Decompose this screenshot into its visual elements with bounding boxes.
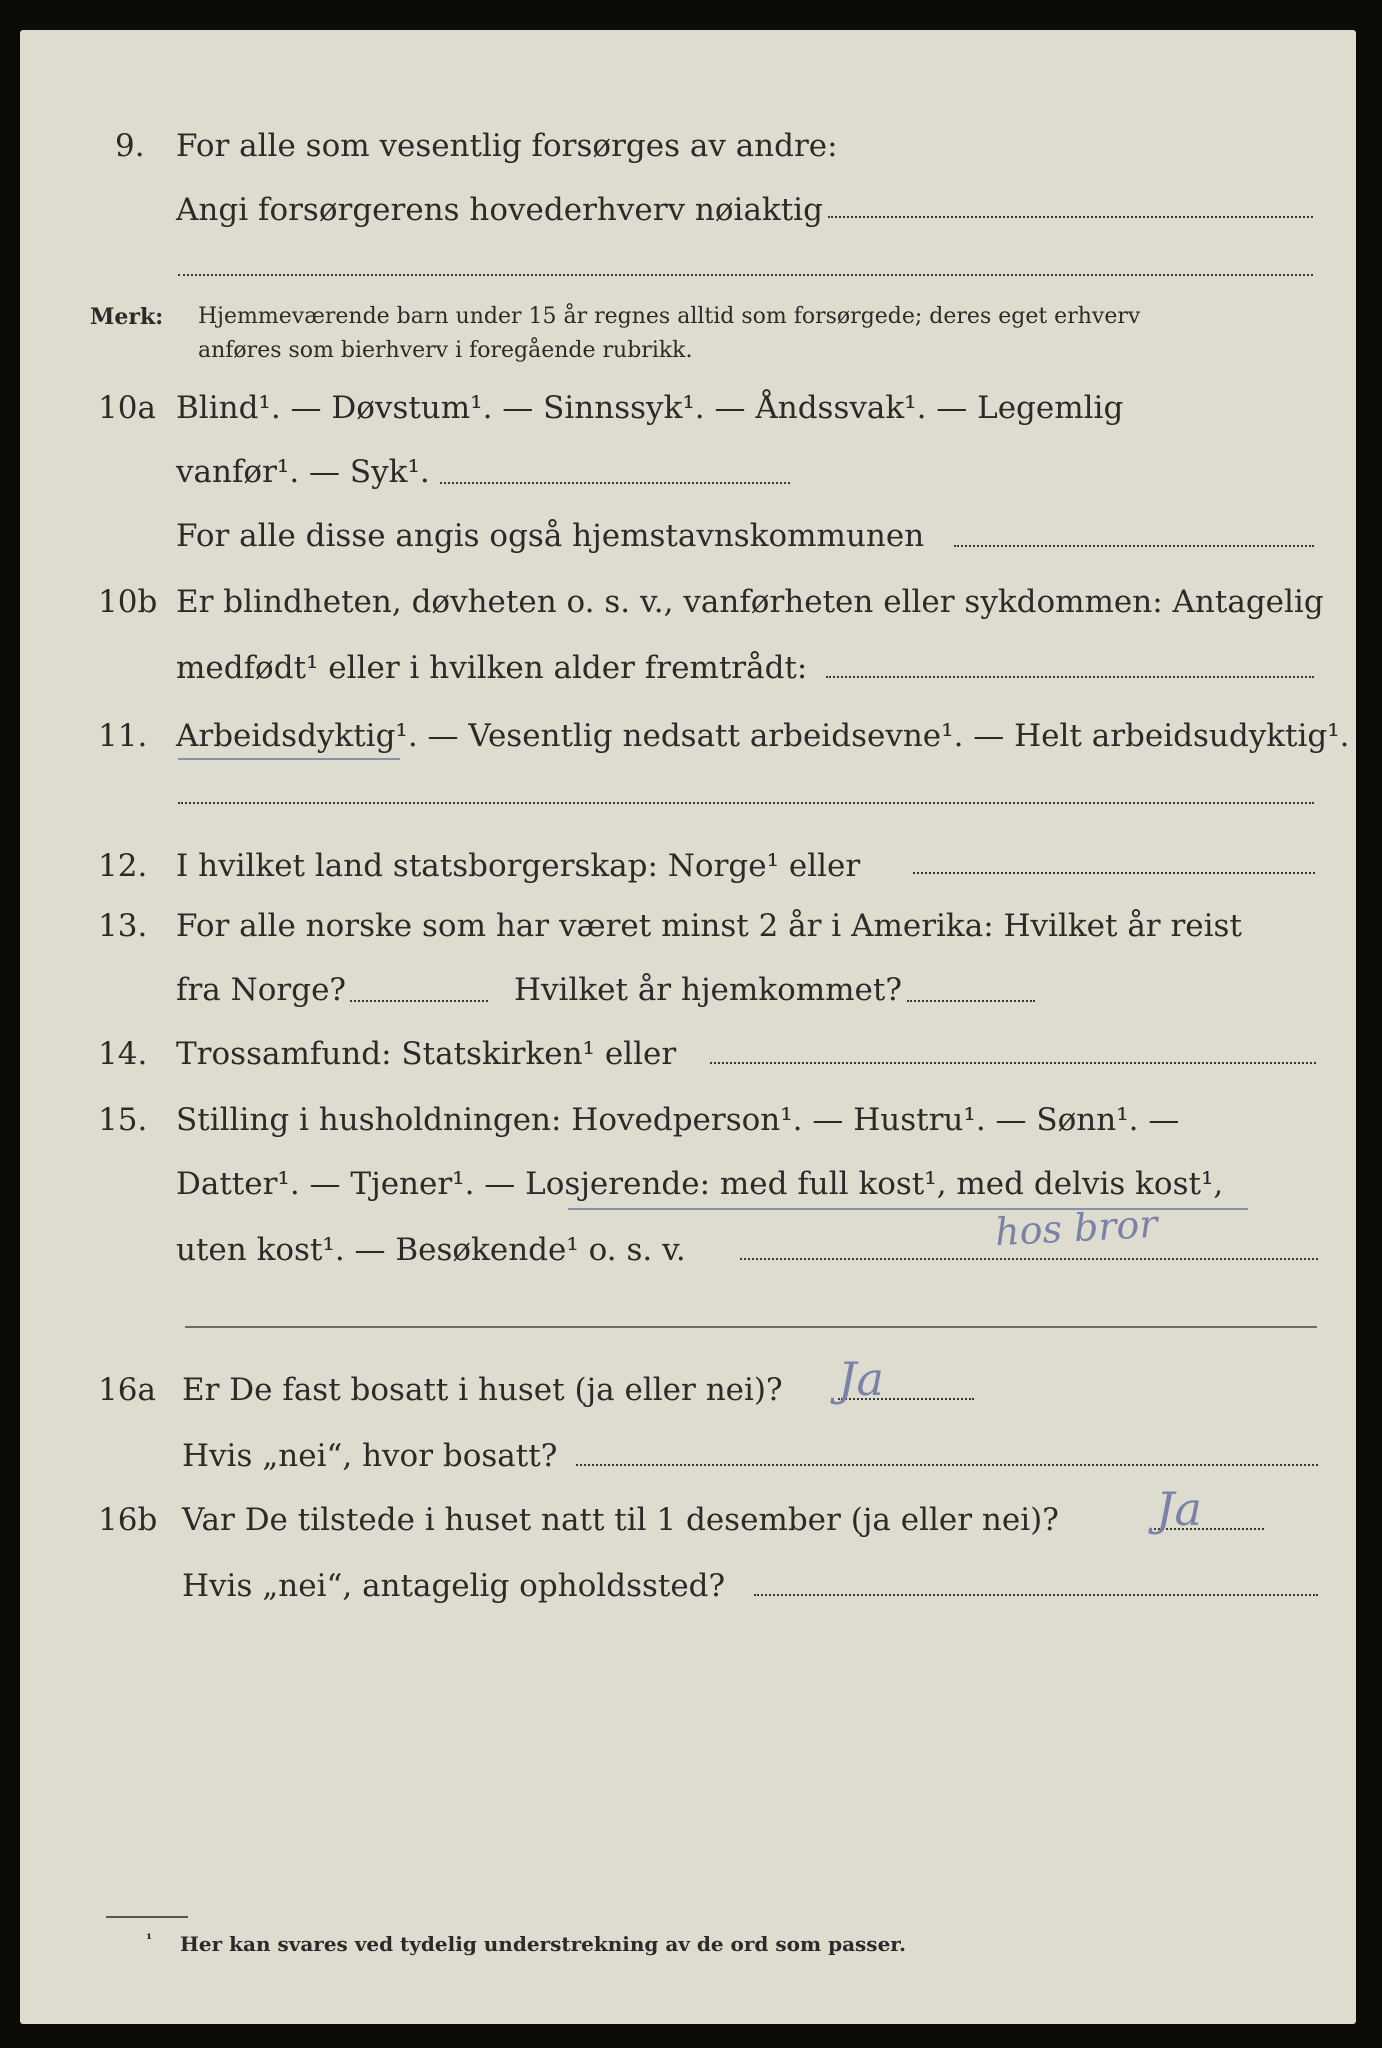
q15-line3: uten kost¹. — Besøkende¹ o. s. v. [176,1232,686,1268]
q13-number: 13. [98,908,148,944]
q10a-line2: vanfør¹. — Syk¹. [176,454,430,490]
footnote-mark: ¹ [146,1932,153,1948]
q16a-handwritten-answer: Ja [838,1352,884,1406]
q9-line2: Angi forsørgerens hovederhverv nøiaktig [176,192,823,228]
q12-number: 12. [98,848,148,884]
q9-answer-line-2[interactable] [178,274,1313,276]
q11-line1: Arbeidsdyktig¹. — Vesentlig nedsatt arbeidsevne¹. — Helt arbeidsudyktig¹. [176,718,1350,754]
q11-answer-line[interactable] [178,802,1314,804]
q16a-residence-answer-line[interactable] [576,1464,1318,1466]
q11-underline-mark [178,758,400,760]
q16b-handwritten-answer: Ja [1156,1482,1202,1536]
q10b-answer-line[interactable] [826,676,1314,678]
q13-line2b: Hvilket år hjemkommet? [514,972,902,1008]
q14-line1: Trossamfund: Statskirken¹ eller [176,1036,677,1072]
q15-answer-line[interactable] [740,1258,1318,1260]
q15-number: 15. [98,1102,148,1138]
q14-number: 14. [98,1036,148,1072]
q10b-line1: Er blindheten, døvheten o. s. v., vanførheten eller sykdommen: Antagelig [176,584,1324,620]
q14-answer-line[interactable] [710,1062,1316,1064]
q16b-location-answer-line[interactable] [754,1594,1318,1596]
q16b-number: 16b [98,1502,158,1538]
merk-line2: anføres som bierhverv i foregående rubrikk. [198,338,693,363]
merk-label: Merk: [90,304,164,330]
footnote-rule [106,1916,188,1918]
q10a-line1: Blind¹. — Døvstum¹. — Sinnssyk¹. — Åndssvak¹. — Legemlig [176,390,1124,426]
q10a-sick-answer-line[interactable] [440,482,790,484]
q16a-line1: Er De fast bosatt i huset (ja eller nei)? [182,1372,783,1408]
q13-line2a: fra Norge? [176,972,347,1008]
q11-number: 11. [98,718,148,754]
q15-handwritten-answer: hos bror [993,1201,1159,1255]
q15-answer-line-2[interactable] [185,1326,1317,1328]
footnote-text: Her kan svares ved tydelig understrekning av de ord som passer. [180,1932,906,1956]
q15-line2: Datter¹. — Tjener¹. — Losjerende: med full kost¹, med delvis kost¹, [176,1166,1224,1202]
q10a-line3: For alle disse angis også hjemstavnskommunen [176,518,925,554]
q9-number: 9. [115,128,145,164]
q10b-number: 10b [98,584,158,620]
q16a-line2: Hvis „nei“, hvor bosatt? [182,1438,558,1474]
q16b-line1: Var De tilstede i huset natt til 1 desember (ja eller nei)? [182,1502,1059,1538]
q13-line1: For alle norske som har været minst 2 år i Amerika: Hvilket år reist [176,908,1242,944]
q12-line1: I hvilket land statsborgerskap: Norge¹ eller [176,848,861,884]
q10a-municipality-answer-line[interactable] [954,545,1314,547]
q10a-number: 10a [98,390,156,426]
q15-line1: Stilling i husholdningen: Hovedperson¹. — Hustru¹. — Sønn¹. — [176,1102,1180,1138]
q13-return-year-line[interactable] [907,1000,1035,1002]
q16a-number: 16a [98,1372,156,1408]
q16b-line2: Hvis „nei“, antagelig opholdssted? [182,1568,726,1604]
q9-answer-line[interactable] [828,216,1313,218]
q9-line1: For alle som vesentlig forsørges av andre: [176,128,838,164]
census-form-page [20,30,1356,2024]
q13-departure-year-line[interactable] [350,1000,488,1002]
q10b-line2: medfødt¹ eller i hvilken alder fremtrådt: [176,650,808,686]
merk-line1: Hjemmeværende barn under 15 år regnes alltid som forsørgede; deres eget erhverv [198,304,1141,329]
q12-answer-line[interactable] [913,872,1315,874]
